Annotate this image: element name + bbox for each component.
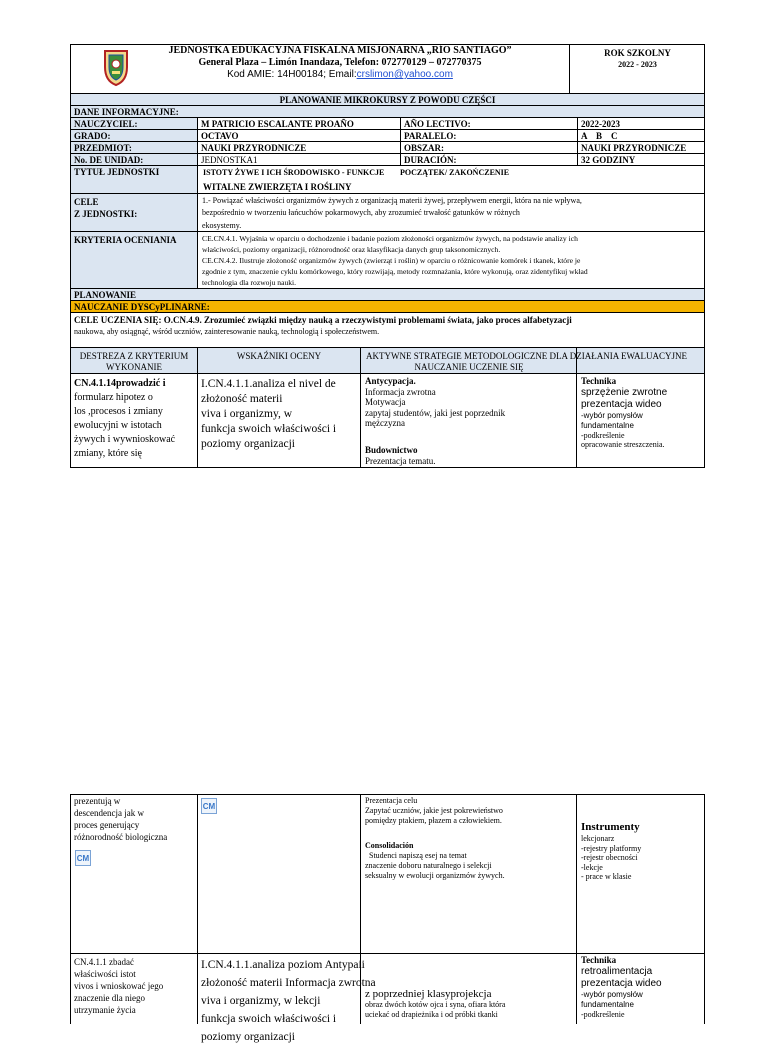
row3-str-2: uciekać od drapieżnika i od próbki tkanki <box>365 1009 498 1019</box>
criteria-text-4: zgodnie z tym, znaczenie cyklu komórkowego, który rozwijają, metody rozmnażania, które wykonują, oraz zidentyfikuj wkład <box>202 267 588 276</box>
row1-eval-text <box>581 376 703 450</box>
school-year-label: ROK SZKOLNY <box>604 48 671 58</box>
page2-skill-1: prezentują w <box>74 796 121 806</box>
row3-ind-3: viva i organizmy, w lekcji <box>201 995 321 1007</box>
goals-text-3: ekosystemy. <box>202 221 242 230</box>
row1-str-4: mężczyzna <box>365 418 405 428</box>
row1-skill-1: formularz hipotez o <box>74 392 153 403</box>
grade-value: OCTAVO <box>198 130 401 142</box>
page2-strategy-text-2 <box>365 841 575 881</box>
row1-strategy-text <box>365 376 575 429</box>
page2-skill-text <box>74 795 196 843</box>
row3-ind-4: funkcja swoich właściwości i <box>201 1013 337 1025</box>
page2-str-3: pomiędzy ptakiem, płazem a człowiekiem. <box>365 816 502 825</box>
parallel-value: A B C <box>578 130 705 142</box>
page2-eval-text <box>581 820 703 882</box>
row1-str-3: zapytaj studentów, jaki jest poprzednik <box>365 407 506 418</box>
row3-indicator-text <box>201 956 376 1046</box>
page2-str-2: Zapytać uczniów, jakie jest pokrewieństwo <box>365 806 503 815</box>
page2-str-5: znaczenie doboru naturalnego i selekcji <box>365 861 492 870</box>
row1-str-5: Prezentacja tematu. <box>365 455 436 466</box>
col-indicator-header: WSKAŹNIKI OCENY <box>198 348 361 374</box>
row1-ind-3: viva i organizmy, w <box>201 408 293 420</box>
subject-value: NAUKI PRZYRODNICZE <box>198 142 401 154</box>
row1-ev-head: Technika <box>581 376 617 386</box>
row3-eval-text <box>581 955 703 1019</box>
row3-str-1: obraz dwóch kotów ojca i syna, ofiara która <box>365 1000 506 1009</box>
goals-label-1: CELE <box>74 197 99 207</box>
unit-title-label: TYTUŁ JEDNOSTKI <box>70 166 198 194</box>
discipline-row: NAUCZANIE DYSCyPLINARNE: <box>70 301 705 313</box>
plan-title-row: PLANOWANIE MIKROKURSY Z POWODU CZĘŚCI <box>70 94 705 106</box>
unit-title-line-2: WITALNE ZWIERZĘTA I ROŚLINY <box>203 182 352 192</box>
row3-ind-3b: z poprzedniej klasyprojekcja <box>365 988 492 1000</box>
row3-ind-2: złożoność materii Informacja zwrotna <box>201 977 376 989</box>
criteria-text-1: CE.CN.4.1. Wyjaśnia w oparciu o dochodzenie i badanie poziom złożoności organizmów żywych, na podstawie analizy ich <box>202 234 578 243</box>
row1-ev-2: prezentacja wideo <box>581 398 662 410</box>
row3-ev-2: prezentacja wideo <box>581 977 662 989</box>
row3-ind-1: I.CN.4.1.1.analiza poziom Antypaii <box>201 959 365 971</box>
row1-ind-1: I.CN.4.1.1.analiza el nivel de <box>201 378 336 390</box>
row3-ev-3: -wybór pomysłów <box>581 989 643 999</box>
school-year-value: 2022 - 2023 <box>618 60 657 69</box>
amie-code: Kod AMIE: 14H00184; Email: <box>227 69 357 80</box>
cm-logo-icon: CM <box>75 850 91 866</box>
row3-ev-1: retroalimentacja <box>581 965 653 977</box>
goals-label-2: Z JEDNOSTKI: <box>74 209 138 219</box>
row3-ev-head: Technika <box>581 955 617 965</box>
planning-row: PLANOWANIE <box>70 289 705 301</box>
row1-indicator-text <box>201 377 359 452</box>
duration-value: 32 GODZINY <box>578 154 705 166</box>
goals-text-2: bezpośrednio w tworzeniu łańcuchów pokarmowych, aby zrozumieć trwałość gatunków w różnych <box>202 208 520 217</box>
page2-str-1: Prezentacja celu <box>365 796 418 805</box>
email-link[interactable]: crslimon@yahoo.com <box>356 69 453 80</box>
row1-skill-text <box>74 377 196 461</box>
info-title-row: DANE INFORMACYJNE: <box>70 106 705 118</box>
row1-skill-4: żywych i wywnioskować <box>74 434 176 445</box>
page2-strategy-text <box>365 796 575 826</box>
row1-ev-3: -wybór pomysłów <box>581 410 643 420</box>
criteria-label: KRYTERIA OCENIANIA <box>74 235 177 245</box>
year-value: 2022-2023 <box>578 118 705 130</box>
row3-skill-3: vivos i wnioskować jego <box>74 981 164 991</box>
page2-ev-4: -lekcje <box>581 862 603 872</box>
row3-skill-4: znaczenie dla niego <box>74 993 145 1003</box>
school-address: General Plaza – Limón Inandaza, Telefon: 072770129 – 072770375 <box>198 57 482 68</box>
row1-ind-2: złożoność materii <box>201 393 283 405</box>
row3-ind-5: poziomy organizacji <box>201 1031 295 1043</box>
page2-ev-2: -rejestry platformy <box>581 843 642 853</box>
learning-line-1: CELE UCZENIA SIĘ: O.CN.4.9. Zrozumieć związki między nauką a rzeczywistymi problemami świata, jako proces alfabetyzacji <box>74 315 572 325</box>
row1-strategy-text-2 <box>365 445 575 466</box>
subject-label: PRZEDMIOT: <box>70 142 198 154</box>
school-name: JEDNOSTKA EDUKACYJNA FISKALNA MISJONARNA „RÍO SANTIAGO” <box>168 45 512 56</box>
col-skill-header-1: DESTREZA Z KRYTERIUM <box>79 351 189 361</box>
area-label: OBSZAR: <box>401 142 578 154</box>
page2-str-4: Studenci napiszą esej na temat <box>369 851 467 860</box>
row1-skill-bold: CN.4.1.14prowadzić i <box>74 378 166 389</box>
teacher-label: NAUCZYCIEL: <box>70 118 198 130</box>
row1-ind-5: poziomy organizacji <box>201 438 295 450</box>
row1-skill-3: ewolucyjni w istotach <box>74 420 162 431</box>
col-strategy-header-2: NAUCZANIE UCZENIE SIĘ <box>414 362 524 372</box>
row1-str-head: Antycypacja. <box>365 376 416 386</box>
duration-label: DURACIÓN: <box>401 154 578 166</box>
page2-ev-3: -rejestr obecności <box>581 853 638 862</box>
row1-ev-6: opracowanie streszczenia. <box>581 440 665 449</box>
row1-ev-1: sprzężenie zwrotne <box>581 386 668 398</box>
parallel-label: PARALELO: <box>401 130 578 142</box>
page2-ev-1: lekcjonarz <box>581 834 615 843</box>
teacher-value: M PATRICIO ESCALANTE PROAÑO <box>198 118 401 130</box>
page2-ev-5: - prace w klasie <box>581 872 632 881</box>
col-skill-header-2: WYKONANIE <box>106 362 162 372</box>
learning-line-2: naukowa, aby osiągnąć, wśród uczniów, zainteresowanie nauką, technologią i społeczeństwem. <box>74 327 380 336</box>
col-strategy-header-1: AKTYWNE STRATEGIE METODOLOGICZNE DLA DZIAŁANIA EWALUACYJNE <box>366 351 688 361</box>
page2-str-6: seksualny w ewolucji organizmów żywych. <box>365 871 505 880</box>
page2-skill-2: descendencja jak w <box>74 808 144 818</box>
row3-ev-5: -podkreślenie <box>581 1009 625 1019</box>
row1-skill-2: los ,procesos i zmiany <box>74 406 163 417</box>
criteria-text-3: CE.CN.4.2. Ilustruje złożoność organizmów żywych (zwierząt i roślin) w oparciu o różnicowanie komórek i tkanek, które je <box>202 256 581 265</box>
unit-title-line-1: ISTOTY ŻYWE I ICH ŚRODOWISKO - FUNKCJE <box>203 168 385 177</box>
page2-skill-3: proces generujący <box>74 820 140 830</box>
row3-skill-text <box>74 956 196 1016</box>
page2-str-head: Consolidación <box>365 841 414 850</box>
criteria-text-2: właściwości, poziomy organizacji, różnorodność oraz klasyfikacja danych grup taksonomicznych. <box>202 245 501 254</box>
row3-skill-5: utrzymanie życia <box>74 1005 136 1015</box>
page2-skill-4: różnorodność biologiczna <box>74 832 168 842</box>
school-amie-email <box>150 69 530 81</box>
unit-value: JEDNOSTKA1 <box>198 154 401 166</box>
cm-logo-icon-2: CM <box>201 798 217 814</box>
row1-ind-4: funkcja swoich właściwości i <box>201 423 337 435</box>
row1-ev-4: fundamentalne <box>581 420 634 430</box>
row1-skill-5: zmiany, które się <box>74 448 142 459</box>
row3-strategy-text <box>365 988 577 1019</box>
row1-str-1: Informacja zwrotna <box>365 386 436 397</box>
row1-str-2: Motywacja <box>365 397 406 407</box>
area-value: NAUKI PRZYRODNICZE <box>578 142 705 154</box>
row1-ev-5: -podkreślenie <box>581 430 625 440</box>
unit-title-extra: POCZĄTEK/ ZAKOŃCZENIE <box>400 168 510 177</box>
row3-skill-2: właściwości istot <box>74 969 136 979</box>
goals-text-1: 1.- Powiązać właściwości organizmów żywych z organizacją materii żywej, przepływem energii, która na nie wpływa, <box>202 196 582 205</box>
school-crest-icon <box>102 47 130 87</box>
unit-label: No. DE UNIDAD: <box>70 154 198 166</box>
row1-str-head2: Budownictwo <box>365 445 418 455</box>
criteria-text-5: technologia dla rozwoju nauki. <box>202 278 297 287</box>
grade-label: GRADO: <box>70 130 198 142</box>
page2-ev-head: Instrumenty <box>581 821 640 833</box>
row3-ev-4: fundamentalne <box>581 999 634 1009</box>
row3-skill-1: CN.4.1.1 zbadać <box>74 957 134 967</box>
year-label: AÑO LECTIVO: <box>401 118 578 130</box>
